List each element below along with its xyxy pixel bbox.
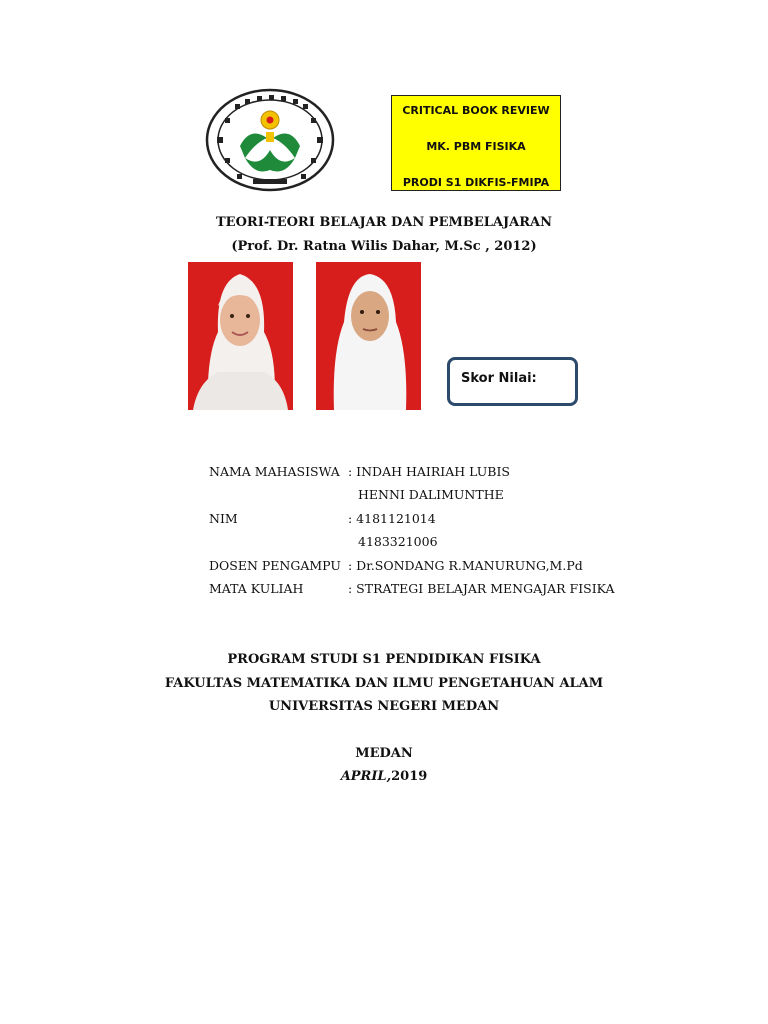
- footer-program: PROGRAM STUDI S1 PENDIDIKAN FISIKA: [227, 652, 541, 667]
- header-line-critical-book-review: CRITICAL BOOK REVIEW: [402, 104, 550, 117]
- footer-date: [0, 769, 768, 784]
- footer-city: MEDAN: [355, 746, 413, 761]
- value-course: : STRATEGI BELAJAR MENGAJAR FISIKA: [348, 581, 615, 596]
- book-author: (Prof. Dr. Ratna Wilis Dahar, M.Sc , 2012): [231, 239, 537, 254]
- score-box: [447, 357, 578, 406]
- footer-month: APRIL,: [340, 769, 392, 784]
- header-line-course: MK. PBM FISIKA: [426, 140, 526, 153]
- footer-year: 2019: [391, 769, 428, 784]
- footer-university: UNIVERSITAS NEGERI MEDAN: [268, 699, 500, 714]
- book-title: TEORI-TEORI BELAJAR DAN PEMBELAJARAN: [215, 215, 553, 230]
- label-student-name: NAMA MAHASISWA: [209, 464, 340, 479]
- value-student-name-2: HENNI DALIMUNTHE: [358, 487, 504, 502]
- footer-faculty: FAKULTAS MATEMATIKA DAN ILMU PENGETAHUAN ALAM: [164, 676, 604, 691]
- value-lecturer: : Dr.SONDANG R.MANURUNG,M.Pd: [348, 558, 583, 573]
- value-nim-1: : 4181121014: [348, 511, 436, 526]
- student-photo-1: [188, 262, 293, 410]
- header-line-program: PRODI S1 DIKFIS-FMIPA: [402, 176, 550, 189]
- value-nim-2: 4183321006: [358, 534, 438, 549]
- label-lecturer: DOSEN PENGAMPU: [209, 558, 341, 573]
- university-logo: [205, 88, 335, 193]
- score-label: Skor Nilai:: [461, 371, 537, 386]
- course-header-box: [391, 95, 561, 191]
- label-nim: NIM: [209, 511, 238, 526]
- value-student-name-1: : INDAH HAIRIAH LUBIS: [348, 464, 510, 479]
- label-course: MATA KULIAH: [209, 581, 304, 596]
- student-photo-2: [316, 262, 421, 410]
